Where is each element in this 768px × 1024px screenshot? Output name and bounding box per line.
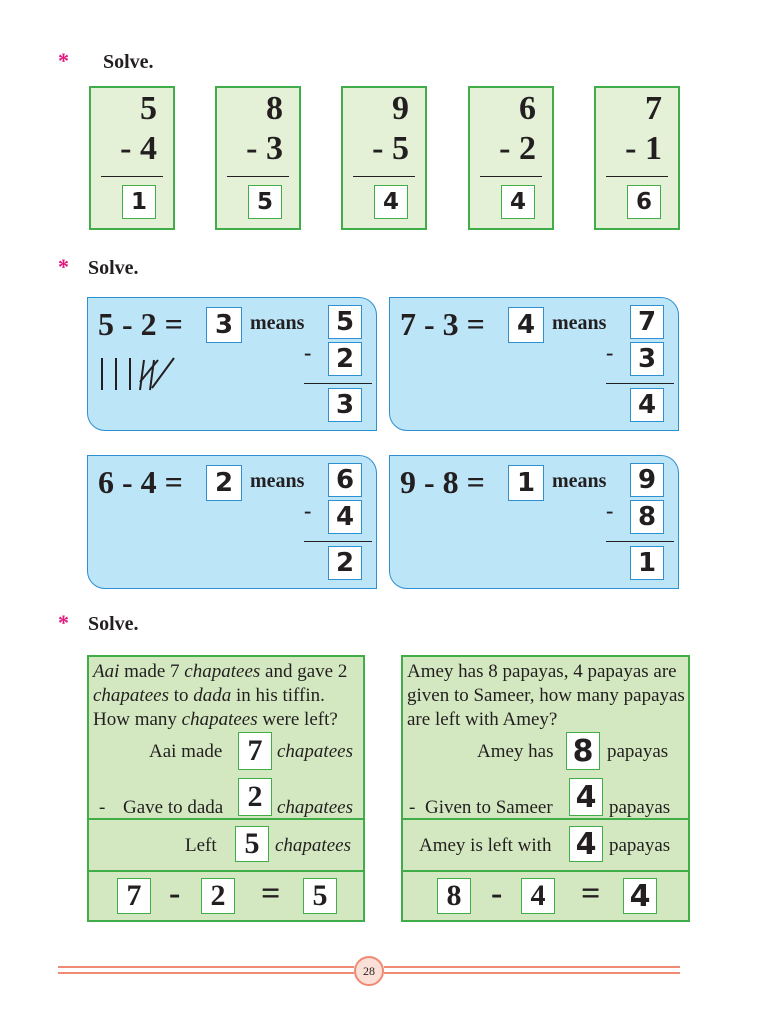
answer-box[interactable]: 4 — [501, 185, 535, 219]
row3-value-box[interactable]: 5 — [235, 826, 269, 862]
answer-rule — [606, 383, 674, 384]
answer-rule — [304, 383, 372, 384]
row1-unit: chapatees — [277, 741, 353, 762]
top-number-box: 5 — [328, 305, 362, 339]
row2-sign: - — [99, 797, 106, 818]
subtrahend: - 3 — [246, 130, 283, 167]
equation-minus: - — [491, 875, 503, 912]
minus-sign: - — [606, 340, 614, 365]
section1-heading: Solve. — [103, 51, 154, 73]
answer-box[interactable]: 5 — [248, 185, 282, 219]
result-box[interactable]: 1 — [630, 546, 664, 580]
row1-label: Amey has — [477, 741, 554, 762]
equation-text: 5 - 2 = — [98, 306, 183, 342]
problem-story: Aai made 7 chapatees and gave 2 chapatees to dada in his tiffin. How many chapatees were left? — [93, 661, 348, 730]
vertical-problem-4 — [468, 86, 554, 230]
equation-box-b[interactable]: 4 — [521, 878, 555, 914]
row3-label: Amey is left with — [419, 835, 552, 856]
minus-sign: - — [304, 498, 312, 523]
top-number-box: 6 — [328, 463, 362, 497]
result-box[interactable]: 3 — [328, 388, 362, 422]
bullet-star: * — [58, 254, 69, 279]
sub-number-box: 4 — [328, 500, 362, 534]
equation-card-1 — [87, 297, 377, 431]
subtrahend: - 5 — [372, 130, 409, 167]
result-box[interactable]: 4 — [630, 388, 664, 422]
equation-card-4 — [389, 455, 679, 589]
sub-number-box: 8 — [630, 500, 664, 534]
row1-value-box[interactable]: 7 — [238, 732, 272, 770]
top-number-box: 7 — [630, 305, 664, 339]
vertical-problem-2 — [215, 86, 301, 230]
minuend: 6 — [519, 90, 536, 127]
sub-number-box: 3 — [630, 342, 664, 376]
section2-heading: Solve. — [88, 257, 139, 279]
answer-rule — [606, 541, 674, 542]
divider — [403, 870, 688, 872]
equation-box-a[interactable]: 7 — [117, 878, 151, 914]
equation-minus: - — [169, 875, 181, 912]
bullet-star: * — [58, 48, 69, 73]
bullet-star: * — [58, 610, 69, 635]
equation-equals: = — [261, 875, 281, 912]
subtrahend: - 2 — [499, 130, 536, 167]
minus-sign: - — [304, 340, 312, 365]
footer-line-left-1 — [58, 966, 354, 968]
row3-label: Left — [185, 835, 217, 856]
equation-equals: = — [581, 875, 601, 912]
equation-text: 6 - 4 = — [98, 464, 183, 500]
means-label: means — [552, 470, 607, 492]
means-label: means — [552, 312, 607, 334]
answer-rule — [101, 176, 163, 177]
row2-unit: chapatees — [277, 797, 353, 818]
equation-text: 7 - 3 = — [400, 306, 485, 342]
equation-card-3 — [87, 455, 377, 589]
answer-rule — [304, 541, 372, 542]
row2-value-box[interactable]: 2 — [238, 778, 272, 816]
footer-line-left-2 — [58, 972, 354, 974]
row2-label: Given to Sameer — [425, 797, 553, 818]
answer-rule — [227, 176, 289, 177]
equation-card-2 — [389, 297, 679, 431]
word-problem-papayas — [401, 655, 690, 922]
row2-value-box[interactable]: 4 — [569, 778, 603, 816]
means-label: means — [250, 470, 305, 492]
row2-sign: - — [409, 797, 416, 818]
vertical-problem-5 — [594, 86, 680, 230]
section3-heading: Solve. — [88, 613, 139, 635]
equation-box-b[interactable]: 2 — [201, 878, 235, 914]
equation-answer-box[interactable]: 4 — [508, 307, 544, 343]
footer-line-right-1 — [384, 966, 680, 968]
minuend: 9 — [392, 90, 409, 127]
row2-unit: papayas — [609, 797, 671, 818]
equation-answer-box[interactable]: 1 — [508, 465, 544, 501]
minuend: 5 — [140, 90, 157, 127]
answer-box[interactable]: 4 — [374, 185, 408, 219]
divider — [403, 818, 688, 820]
row3-unit: chapatees — [275, 835, 351, 856]
subtrahend: - 1 — [625, 130, 662, 167]
minuend: 8 — [266, 90, 283, 127]
divider — [89, 818, 363, 820]
sub-number-box: 2 — [328, 342, 362, 376]
vertical-problem-1 — [89, 86, 175, 230]
equation-text: 9 - 8 = — [400, 464, 485, 500]
subtrahend: - 4 — [120, 130, 157, 167]
divider — [89, 870, 363, 872]
equation-box-c[interactable]: 5 — [303, 878, 337, 914]
equation-answer-box[interactable]: 2 — [206, 465, 242, 501]
equation-answer-box[interactable]: 3 — [206, 307, 242, 343]
answer-rule — [353, 176, 415, 177]
row3-value-box[interactable]: 4 — [569, 826, 603, 862]
row1-unit: papayas — [607, 741, 669, 762]
tally-marks-icon — [96, 354, 186, 394]
answer-box[interactable]: 1 — [122, 185, 156, 219]
word-problem-chapatees — [87, 655, 365, 922]
means-label: means — [250, 312, 305, 334]
problem-story: Amey has 8 papayas, 4 papayas are given to Sameer, how many papayas are left with Amey? — [407, 661, 685, 730]
equation-box-c[interactable]: 4 — [623, 878, 657, 914]
equation-box-a[interactable]: 8 — [437, 878, 471, 914]
row1-value-box[interactable]: 8 — [566, 732, 600, 770]
page-number: 28 — [354, 956, 384, 986]
minuend: 7 — [645, 90, 662, 127]
top-number-box: 9 — [630, 463, 664, 497]
answer-rule — [606, 176, 668, 177]
row2-label: Gave to dada — [123, 797, 224, 818]
answer-box[interactable]: 6 — [627, 185, 661, 219]
vertical-problem-3 — [341, 86, 427, 230]
row3-unit: papayas — [609, 835, 671, 856]
row1-label: Aai made — [149, 741, 223, 762]
minus-sign: - — [606, 498, 614, 523]
result-box[interactable]: 2 — [328, 546, 362, 580]
footer-line-right-2 — [384, 972, 680, 974]
answer-rule — [480, 176, 542, 177]
